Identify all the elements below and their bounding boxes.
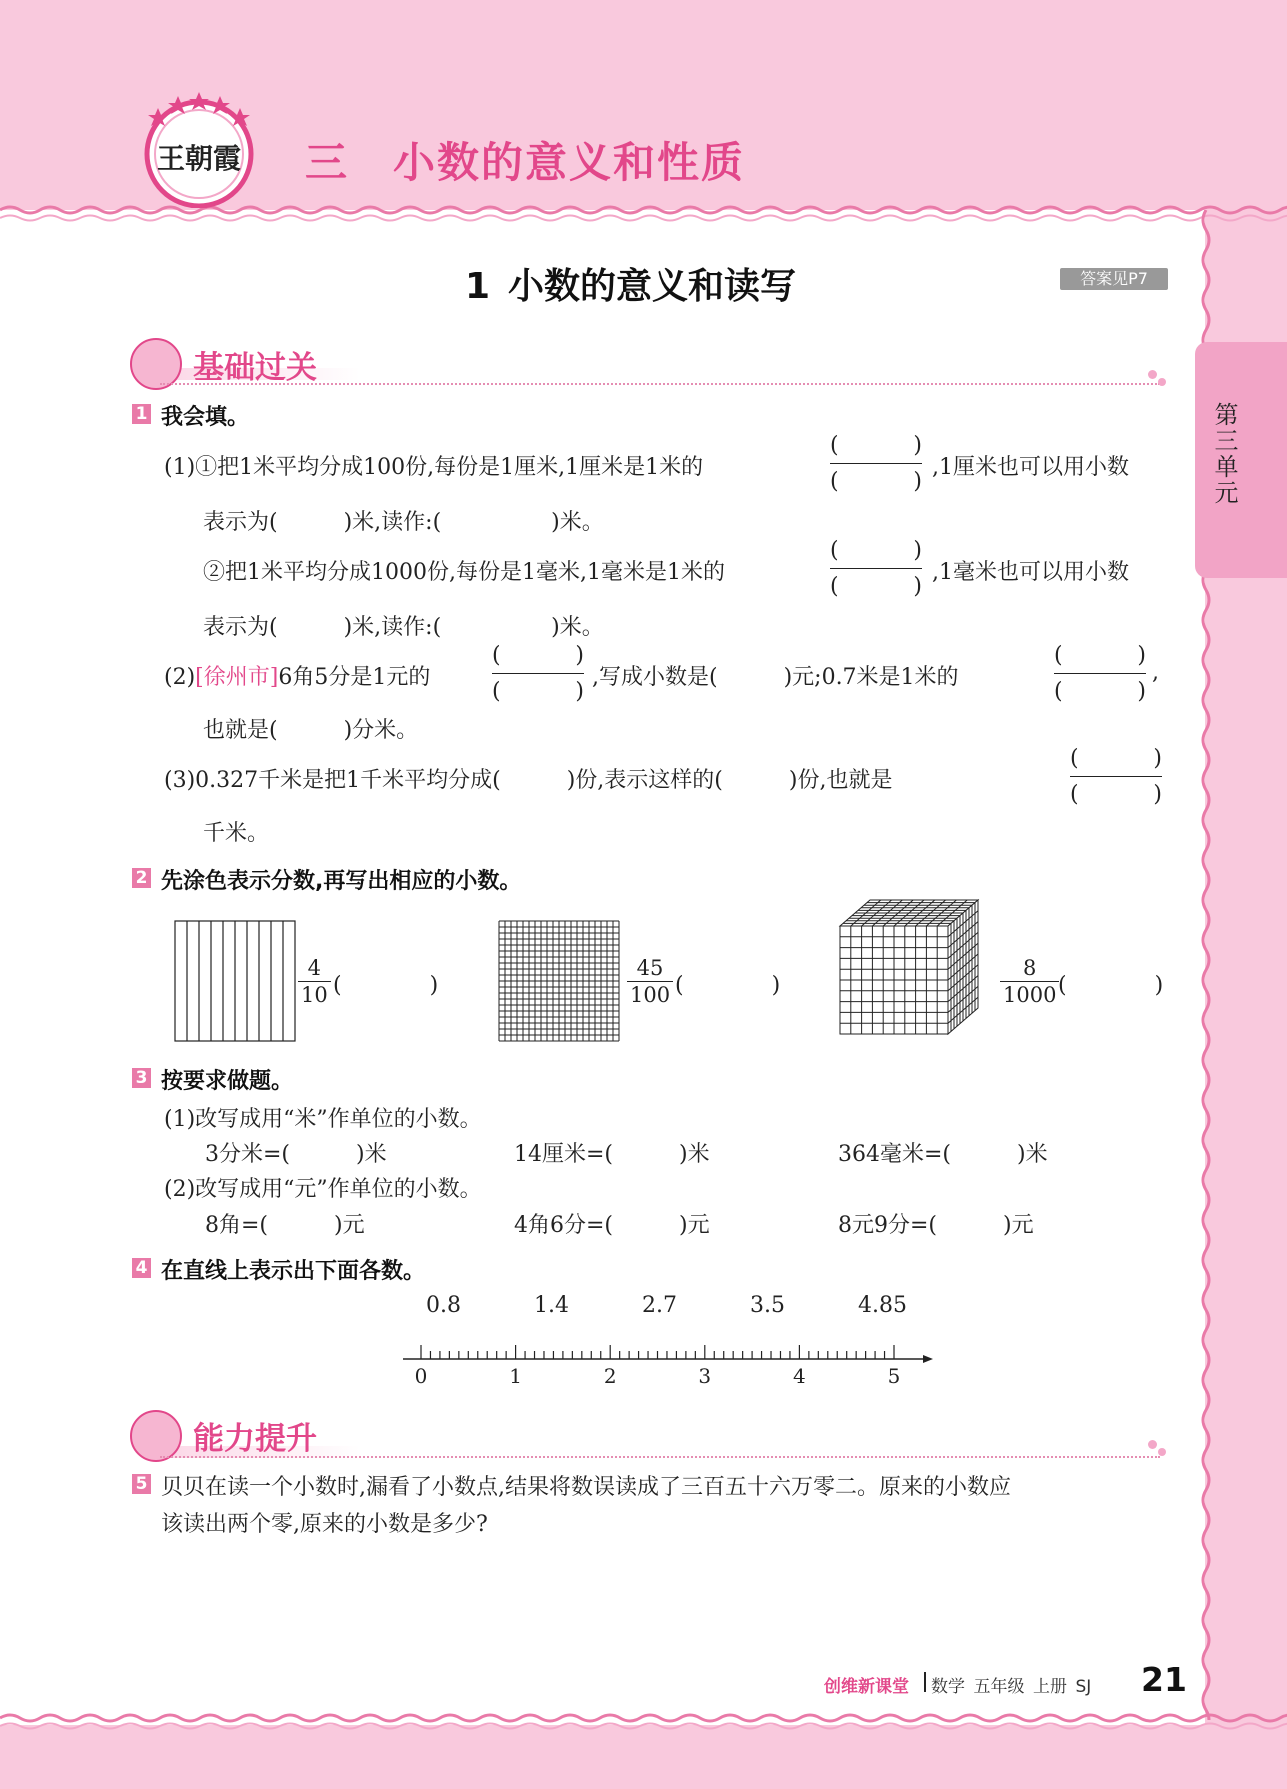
fraction-numerator: 4 — [307, 956, 322, 980]
thousandths-cube-figure — [838, 898, 988, 1044]
answer-reference-badge: 答案见P7 — [1060, 268, 1168, 290]
number-to-plot: 0.8 — [426, 1293, 461, 1318]
question-text: (2) — [164, 665, 196, 690]
conversion-item: 4角6分=( )元 — [514, 1213, 710, 1238]
question-number: 1 — [132, 404, 151, 424]
fraction-blank[interactable]: ( ) ( ) — [1070, 746, 1162, 807]
question-text: ②把1米平均分成1000份,每份是1毫米,1毫米是1米的 — [203, 560, 725, 585]
section-heading-basic: 基础过关 — [193, 350, 317, 386]
question-title: 我会填。 — [161, 405, 250, 430]
axis-tick-label: 5 — [887, 1364, 901, 1388]
question-text: 表示为( )米,读作:( )米。 — [203, 615, 604, 640]
unit-title: 三 小数的意义和性质 — [305, 138, 746, 187]
conversion-item: 8元9分=( )元 — [838, 1213, 1034, 1238]
question-number: 2 — [132, 868, 151, 888]
question-line — [164, 660, 430, 691]
question-text: , — [1152, 660, 1159, 685]
question-text: (1)改写成用“米”作单位的小数。 — [164, 1107, 482, 1132]
fraction-denominator: 1000 — [1000, 981, 1059, 1007]
answer-blank[interactable]: ( ) — [1058, 973, 1164, 998]
question-text: (2)改写成用“元”作单位的小数。 — [164, 1177, 482, 1202]
question-text: (1)①把1米平均分成100份,每份是1厘米,1厘米是1米的 — [164, 455, 704, 480]
decor-dot — [1148, 1440, 1157, 1449]
section-divider — [160, 383, 1160, 385]
number-to-plot: 4.85 — [858, 1293, 907, 1318]
question-text: 表示为( )米,读作:( )米。 — [203, 510, 604, 535]
question-text: 也就是( )分米。 — [203, 718, 419, 743]
question-text: ,1毫米也可以用小数 — [932, 560, 1129, 585]
brand-logo — [138, 90, 260, 208]
unit-side-tab-label: 第三单元 — [1210, 402, 1238, 506]
hundredths-grid-figure — [498, 920, 620, 1042]
number-to-plot: 1.4 — [534, 1293, 569, 1318]
cartoon-avatar-icon — [130, 1410, 182, 1462]
decor-dot — [1158, 378, 1166, 386]
number-to-plot: 3.5 — [750, 1293, 785, 1318]
fraction-label — [627, 956, 673, 1007]
axis-tick-label: 1 — [509, 1364, 522, 1388]
axis-tick-label: 3 — [698, 1364, 712, 1388]
answer-blank[interactable]: ( ) — [333, 973, 439, 998]
page-number: 21 — [1141, 1660, 1187, 1699]
fraction-numerator: 45 — [636, 956, 664, 980]
fraction-label — [298, 956, 331, 1007]
number-to-plot: 2.7 — [642, 1293, 677, 1318]
question-number: 5 — [132, 1474, 151, 1494]
question-text: 贝贝在读一个小数时,漏看了小数点,结果将数误读成了三百五十六万零二。原来的小数应 — [161, 1475, 1011, 1500]
question-text: 6角5分是1元的 — [278, 665, 431, 690]
question-text: 千米。 — [203, 821, 270, 846]
question-number: 4 — [132, 1258, 151, 1278]
fraction-label — [1000, 956, 1059, 1007]
logo-text: 王朝霞 — [156, 142, 242, 175]
axis-tick-label: 4 — [793, 1364, 806, 1388]
question-title: 先涂色表示分数,再写出相应的小数。 — [161, 869, 522, 894]
fraction-blank[interactable]: ( ) ( ) — [492, 643, 584, 704]
footer-separator — [924, 1672, 926, 1692]
fraction-blank[interactable]: ( ) ( ) — [830, 538, 922, 599]
question-title: 在直线上表示出下面各数。 — [161, 1259, 426, 1284]
conversion-item: 8角=( )元 — [205, 1213, 365, 1238]
region-tag: [徐州市] — [195, 665, 279, 690]
question-text: 该读出两个零,原来的小数是多少? — [161, 1512, 488, 1537]
section-heading-advanced: 能力提升 — [193, 1421, 317, 1457]
number-line[interactable] — [395, 1335, 935, 1395]
fraction-blank[interactable]: ( ) ( ) — [830, 433, 922, 494]
tenths-strip-figure — [174, 920, 296, 1042]
question-title: 按要求做题。 — [161, 1069, 294, 1094]
answer-blank[interactable]: ( ) — [675, 973, 781, 998]
conversion-item: 364毫米=( )米 — [838, 1142, 1048, 1167]
question-text: ,1厘米也可以用小数 — [932, 455, 1129, 480]
question-text: (3)0.327千米是把1千米平均分成( )份,表示这样的( )份,也就是 — [164, 768, 893, 793]
axis-tick-label: 0 — [414, 1364, 428, 1388]
question-number: 3 — [132, 1068, 151, 1088]
fraction-denominator: 10 — [298, 981, 331, 1007]
footer-info: 数学 五年级 上册 SJ — [931, 1677, 1092, 1697]
fraction-blank[interactable]: ( ) ( ) — [1054, 643, 1146, 704]
section-divider — [160, 1456, 1160, 1458]
question-text: ,写成小数是( )元;0.7米是1米的 — [592, 665, 959, 690]
conversion-item: 3分米=( )米 — [205, 1142, 387, 1167]
conversion-item: 14厘米=( )米 — [514, 1142, 710, 1167]
fraction-numerator: 8 — [1023, 956, 1037, 980]
axis-tick-label: 2 — [603, 1364, 617, 1388]
lesson-title: 1 小数的意义和读写 — [465, 266, 797, 307]
wavy-border-bottom — [0, 1708, 1287, 1738]
footer-brand: 创维新课堂 — [824, 1677, 909, 1697]
fraction-denominator: 100 — [627, 981, 673, 1007]
decor-dot — [1148, 370, 1157, 379]
decor-dot — [1158, 1448, 1166, 1456]
